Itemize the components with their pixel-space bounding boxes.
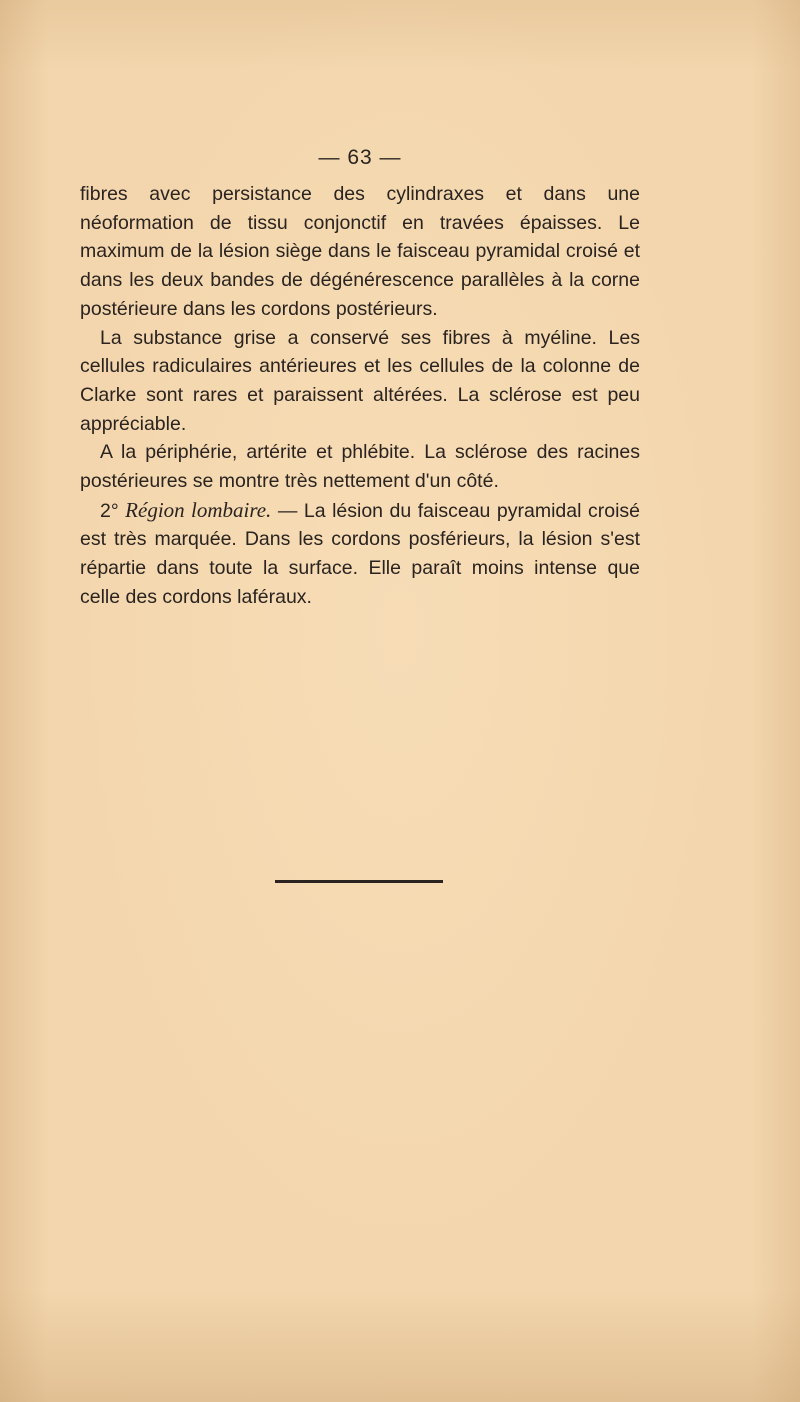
paragraph-4	[80, 496, 640, 612]
paragraph-2: La substance grise a conservé ses fibres à myéline. Les cellules radiculaires antérieures et les cellules de la colonne de Clarke sont rares et paraissent altérées. La sclérose est peu appréciable.	[80, 326, 640, 435]
paragraph-3: A la périphérie, artérite et phlébite. La sclérose des racines postérieures se montre très nettement d'un côté.	[80, 441, 640, 493]
paragraph-1: fibres avec persistance des cylindraxes et dans une néoformation de tissu conjonctif en travées épaisses. Le maximum de la lésion siège dans le faisceau pyramidal croisé et dans les deux bandes de dégénérescence parallèles à la corne postérieure dans les cordons postérieurs.	[80, 183, 640, 320]
paragraph-4-text: — La lésion du faisceau pyramidal croisé est très marquée. Dans les cordons posférieurs, la lésion s'est répartie dans toute la surface. Elle paraît moins intense que celle des cordons laféraux.	[80, 499, 640, 608]
horizontal-rule	[275, 880, 443, 883]
section-heading: Région lombaire.	[125, 497, 272, 522]
page-number: — 63 —	[318, 146, 402, 169]
section-number: 2°	[100, 499, 126, 522]
body-text	[80, 180, 640, 612]
